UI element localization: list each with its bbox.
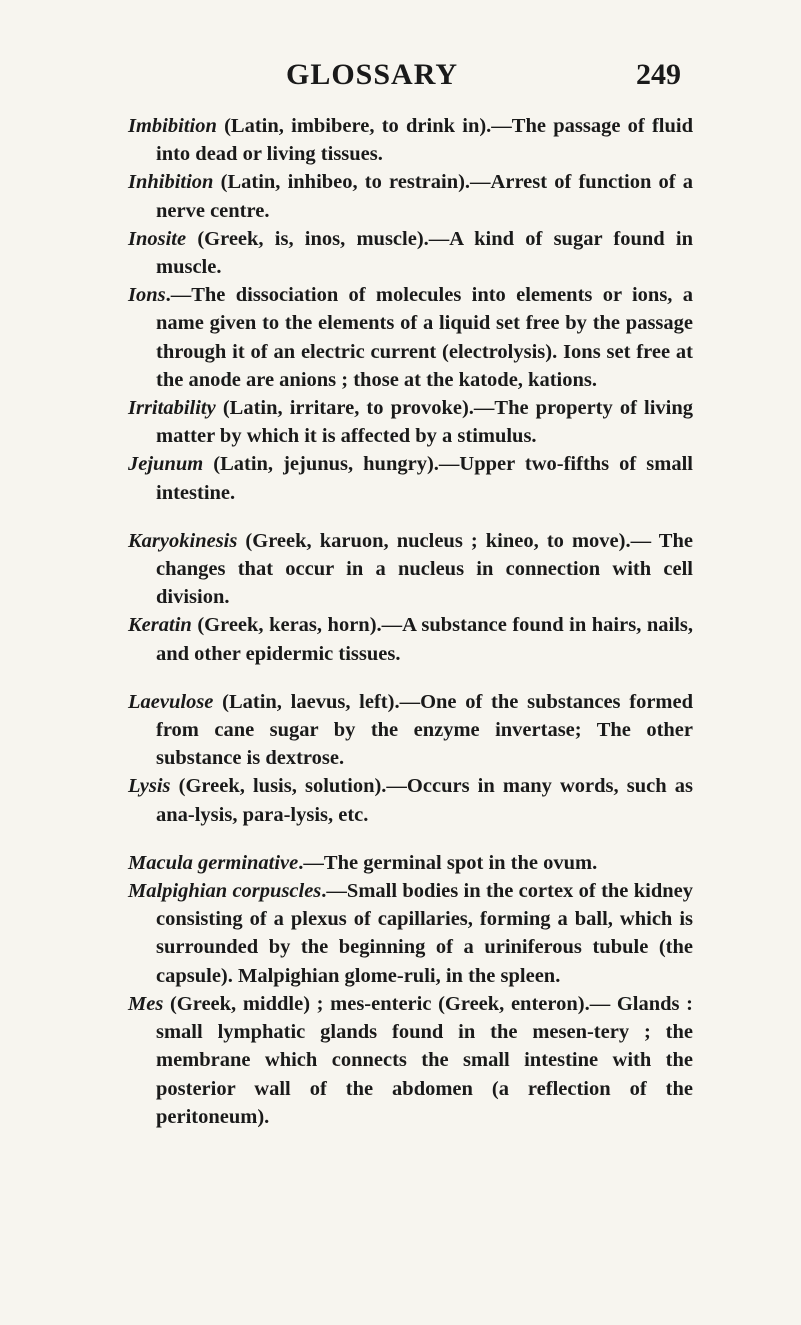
entry-term: Jejunum bbox=[128, 453, 204, 476]
glossary-entry-laevulose bbox=[128, 688, 693, 773]
entry-definition: (Greek, middle) ; mes-enteric (Greek, enteron).— Glands : small lymphatic glands found in the mesen-tery ; the membrane which connects the small intestine with the posterior wall of the abdomen (a reflection of the peritoneum). bbox=[156, 992, 693, 1128]
running-head bbox=[0, 58, 801, 98]
entry-term: Mes bbox=[128, 992, 164, 1015]
entry-definition: (Latin, jejunus, hungry).—Upper two-fifths of small intestine. bbox=[156, 453, 693, 504]
entry-definition: (Greek, karuon, nucleus ; kineo, to move).— The changes that occur in a nucleus in connection with cell division. bbox=[156, 529, 693, 609]
glossary-entry-mes bbox=[128, 990, 693, 1131]
entry-definition: .—The germinal spot in the ovum. bbox=[298, 851, 598, 874]
glossary-entry-inhibition bbox=[128, 168, 693, 224]
entry-definition: (Latin, imbibere, to drink in).—The passage of fluid into dead or living tissues. bbox=[156, 115, 693, 166]
glossary-entry-imbibition bbox=[128, 112, 693, 168]
page-number: 249 bbox=[636, 58, 681, 91]
glossary-entry-ions bbox=[128, 281, 693, 394]
entry-definition: (Latin, laevus, left).—One of the substances formed from cane sugar by the enzyme invertase; The other substance is dextrose. bbox=[156, 690, 693, 770]
entry-definition: (Greek, lusis, solution).—Occurs in many words, such as ana-lysis, para-lysis, etc. bbox=[156, 775, 693, 826]
entry-definition: (Latin, inhibeo, to restrain).—Arrest of function of a nerve centre. bbox=[156, 171, 693, 222]
entry-term: Ions bbox=[128, 284, 166, 307]
entry-term: Irritability bbox=[128, 397, 216, 420]
entry-definition: .—The dissociation of molecules into elements or ions, a name given to the elements of a liquid set free by the passage through it of an electric current (electrolysis). Ions set free at the anode are anions ; those at the katode, kations. bbox=[156, 284, 693, 391]
entry-term: Inosite bbox=[128, 227, 187, 250]
glossary-entry-macula-germinative bbox=[128, 849, 693, 877]
glossary-entry-irritability bbox=[128, 394, 693, 450]
entry-term: Inhibition bbox=[128, 171, 214, 194]
glossary-entry-keratin bbox=[128, 611, 693, 667]
entry-term: Keratin bbox=[128, 614, 192, 637]
glossary-entry-malpighian-corpuscles bbox=[128, 877, 693, 990]
entry-term: Karyokinesis bbox=[128, 529, 238, 552]
glossary-entry-inosite bbox=[128, 225, 693, 281]
entry-definition: (Greek, keras, horn).—A substance found in hairs, nails, and other epidermic tissues. bbox=[156, 614, 693, 665]
glossary-entry-karyokinesis bbox=[128, 527, 693, 612]
entry-term: Imbibition bbox=[128, 115, 217, 137]
glossary-entries bbox=[128, 112, 693, 1131]
entry-definition: .—Small bodies in the cortex of the kidney consisting of a plexus of capillaries, forming a ball, which is surrounded by the beginning of a uriniferous tubule (the capsule). Malpighian glome-ruli, in the spleen. bbox=[156, 880, 693, 987]
entry-definition: (Latin, irritare, to provoke).—The property of living matter by which it is affected by a stimulus. bbox=[156, 397, 693, 448]
entry-term: Laevulose bbox=[128, 690, 214, 713]
entry-definition: (Greek, is, inos, muscle).—A kind of sugar found in muscle. bbox=[156, 227, 693, 279]
entry-term: Malpighian corpuscles bbox=[128, 880, 322, 903]
glossary-entry-jejunum bbox=[128, 450, 693, 506]
entry-term: Lysis bbox=[128, 775, 171, 798]
page-title: GLOSSARY bbox=[286, 58, 458, 91]
entry-term: Macula germinative bbox=[128, 851, 299, 874]
glossary-entry-lysis bbox=[128, 772, 693, 828]
